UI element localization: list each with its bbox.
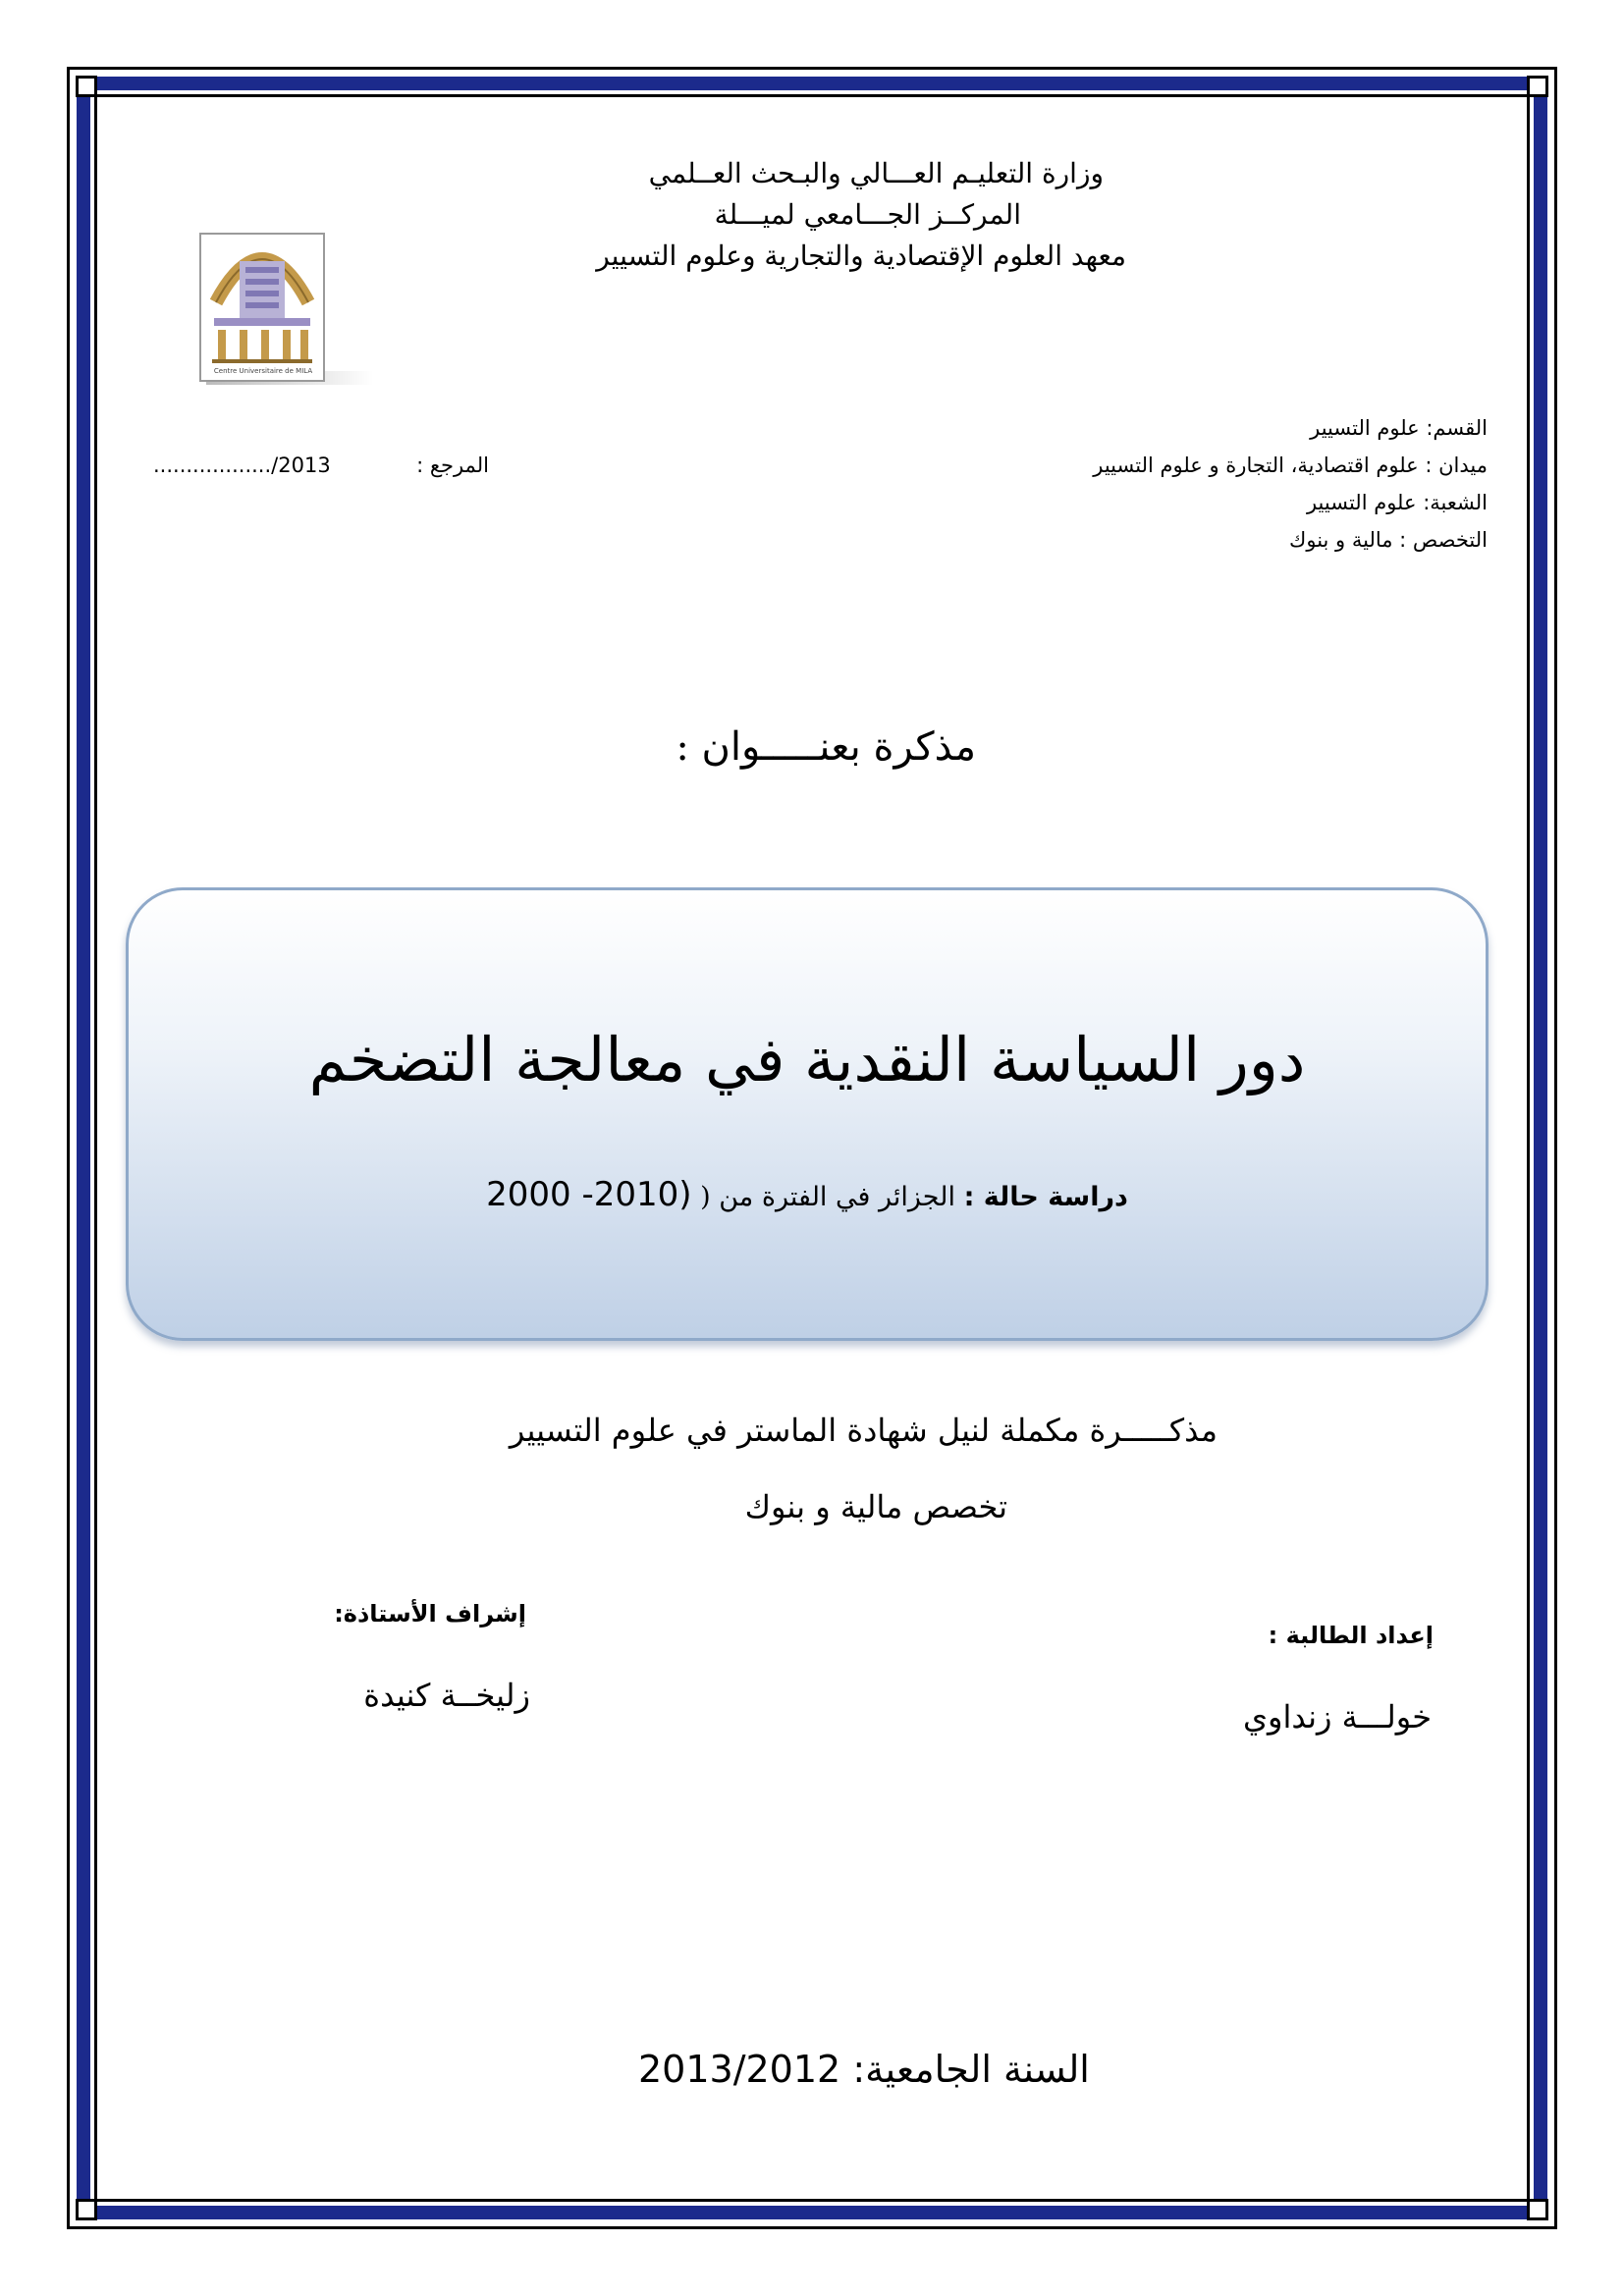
reference-value: ................../2013 <box>153 454 331 477</box>
thesis-title: دور السياسة النقدية في معالجة التضخم <box>308 1024 1306 1095</box>
title-box <box>126 887 1489 1341</box>
academic-year <box>638 2048 1090 2091</box>
academic-year-value: 2013/2012 <box>638 2048 841 2091</box>
corner-ornament <box>76 76 97 97</box>
case-study-line <box>129 1175 1486 1214</box>
supervisor-label: إشراف الأستاذة: <box>334 1600 526 1628</box>
university-logo <box>196 224 383 396</box>
branch-line: الشعبة: علوم التسيير <box>1306 491 1488 514</box>
ministry-line: وزارة التعليـم العـــالي والبـحث العــلمي <box>648 157 1104 189</box>
degree-line: مذكـــــرة مكملة لنيل شهادة الماستر في علوم التسيير <box>509 1412 1218 1449</box>
corner-ornament <box>1527 2199 1548 2220</box>
reference-label: المرجع : <box>416 454 489 477</box>
memo-heading: مذكرة بعنـــــوان : <box>676 724 976 770</box>
reference-line <box>153 454 489 477</box>
department-line: القسم: علوم التسيير <box>1310 416 1488 440</box>
supervisor-name: زليخــة كنيدة <box>363 1677 530 1714</box>
specialization-line: تخصص مالية و بنوك <box>744 1488 1007 1525</box>
institute-line: معهد العلوم الإقتصادية والتجارية وعلوم التسيير <box>596 240 1126 272</box>
student-name: خولـــة زنداوي <box>1242 1698 1432 1735</box>
case-study-years: 2000 -2010) <box>486 1175 692 1214</box>
logo-caption: Centre Universitaire de MILA <box>213 367 313 375</box>
field-line: ميدان : علوم اقتصادية، التجارة و علوم التسيير <box>1093 454 1488 477</box>
specialty-line: التخصص : مالية و بنوك <box>1289 528 1488 552</box>
academic-year-label: السنة الجامعية: <box>852 2048 1090 2091</box>
case-study-text: الجزائر في الفترة من ( <box>700 1182 955 1212</box>
center-line: المركــز الجـــامعي لميـــلة <box>714 198 1021 231</box>
corner-ornament <box>1527 76 1548 97</box>
case-study-label: دراسة حالة : <box>963 1182 1128 1212</box>
corner-ornament <box>76 2199 97 2220</box>
student-label: إعداد الطالبة : <box>1268 1622 1434 1649</box>
